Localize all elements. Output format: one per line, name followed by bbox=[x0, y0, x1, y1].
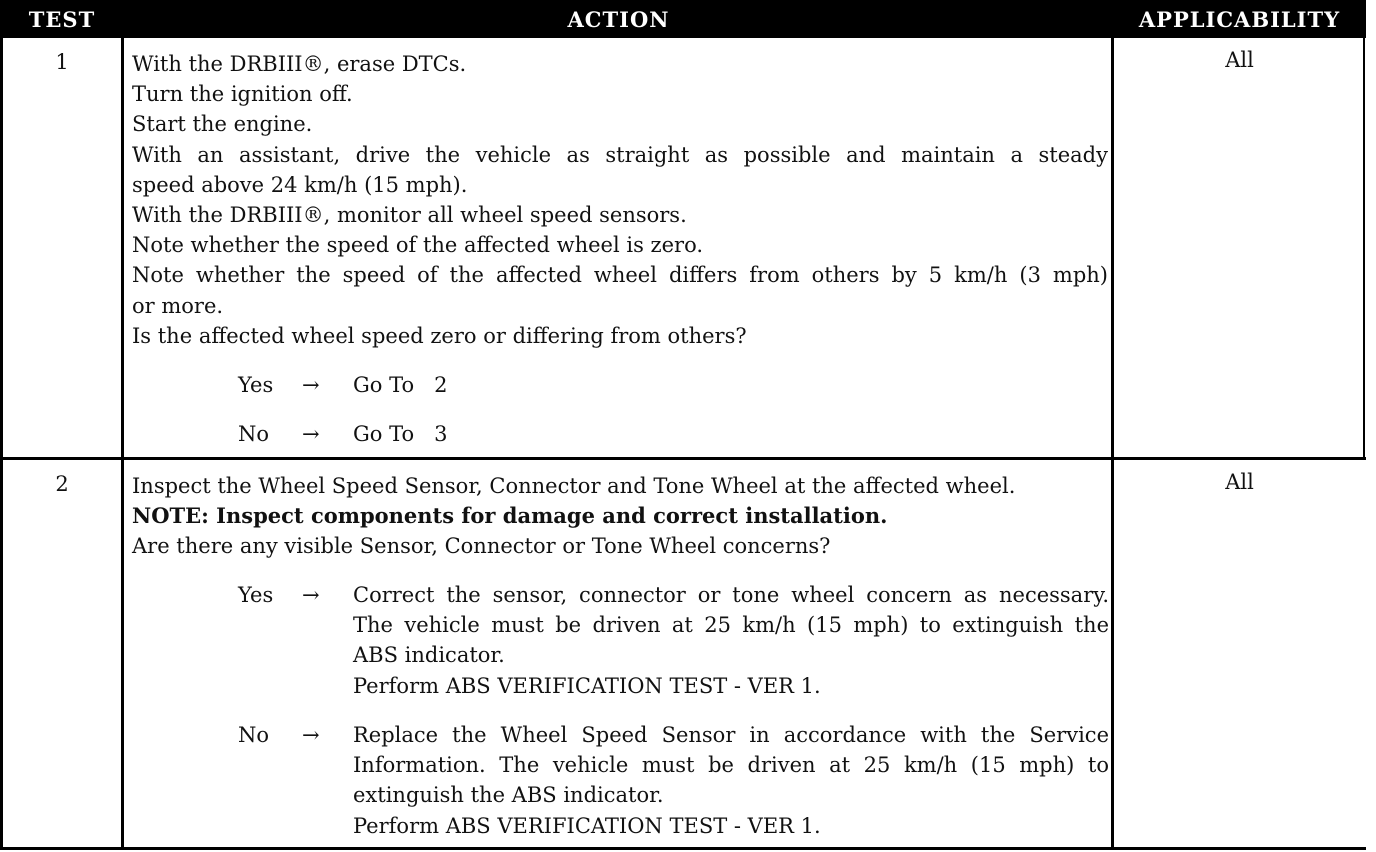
answer-result-line: extinguish the ABS indicator. bbox=[353, 783, 664, 808]
answer-result-line: Perform ABS VERIFICATION TEST - VER 1. bbox=[353, 813, 821, 838]
row-2-answer-no bbox=[238, 720, 1118, 842]
arrow-icon: → bbox=[302, 583, 320, 607]
answer-label: Yes bbox=[238, 583, 274, 607]
row-2-applicability: All bbox=[1225, 470, 1254, 494]
header-action: ACTION bbox=[124, 0, 1113, 38]
row-1-action bbox=[132, 49, 1108, 351]
row-2-action bbox=[132, 471, 1108, 562]
row-1-answer-no bbox=[238, 419, 1118, 451]
row-1-answer-yes bbox=[238, 370, 1118, 402]
row-1-step: speed above 24 km/h (15 mph). bbox=[132, 172, 468, 197]
row-1-test-number: 1 bbox=[55, 50, 69, 74]
row-1-step: Turn the ignition off. bbox=[132, 82, 353, 107]
answer-result-line: ABS indicator. bbox=[353, 643, 505, 668]
row-2-step: Are there any visible Sensor, Connector or Tone Wheel concerns? bbox=[132, 534, 831, 559]
row-2-step: Inspect the Wheel Speed Sensor, Connector and Tone Wheel at the affected wheel. bbox=[132, 474, 1016, 498]
answer-result bbox=[353, 419, 1109, 449]
row-divider bbox=[0, 457, 1366, 460]
header-test: TEST bbox=[0, 0, 124, 38]
row-1-step: Is the affected wheel speed zero or differing from others? bbox=[132, 323, 747, 348]
answer-result-line: Go To 3 bbox=[353, 422, 448, 446]
header-applicability: APPLICABILITY bbox=[1113, 0, 1366, 38]
row-1-step: Start the engine. bbox=[132, 112, 313, 137]
row-1-step: Note whether the speed of the affected wheel is zero. bbox=[132, 233, 704, 258]
answer-result-line: Perform ABS VERIFICATION TEST - VER 1. bbox=[353, 673, 821, 698]
row-1-step: With the DRBIII®, erase DTCs. bbox=[132, 52, 467, 76]
row-2-note: NOTE: Inspect components for damage and correct installation. bbox=[132, 503, 888, 529]
row-1-step: or more. bbox=[132, 293, 224, 318]
arrow-icon: → bbox=[302, 422, 320, 446]
answer-label: Yes bbox=[238, 373, 274, 397]
arrow-icon: → bbox=[302, 373, 320, 397]
answer-result bbox=[353, 720, 1109, 841]
row-1-step: With an assistant, drive the vehicle as straight as possible and maintain a steady bbox=[132, 142, 1108, 167]
answer-result-line: Go To 2 bbox=[353, 373, 448, 397]
divider-test-action bbox=[121, 38, 124, 850]
answer-result-line: The vehicle must be driven at 25 km/h (15 mph) to extinguish the bbox=[353, 613, 1109, 638]
border-right bbox=[1363, 38, 1365, 458]
border-bottom bbox=[0, 847, 1366, 850]
answer-label: No bbox=[238, 422, 270, 446]
answer-label: No bbox=[238, 723, 270, 747]
answer-result-line: Information. The vehicle must be driven at 25 km/h (15 mph) to bbox=[353, 753, 1109, 778]
answer-result bbox=[353, 580, 1109, 701]
border-left bbox=[0, 38, 3, 850]
answer-result-line: Replace the Wheel Speed Sensor in accordance with the Service bbox=[353, 723, 1109, 747]
row-2-test-number: 2 bbox=[55, 472, 69, 496]
answer-result bbox=[353, 370, 1109, 400]
row-2-answer-yes bbox=[238, 580, 1118, 702]
row-1-step: Note whether the speed of the affected wheel differs from others by 5 km/h (3 mph) bbox=[132, 263, 1108, 288]
row-1-step: With the DRBIII®, monitor all wheel speed sensors. bbox=[132, 203, 687, 228]
row-1-applicability: All bbox=[1225, 48, 1254, 72]
arrow-icon: → bbox=[302, 723, 320, 747]
answer-result-line: Correct the sensor, connector or tone wheel concern as necessary. bbox=[353, 583, 1109, 607]
